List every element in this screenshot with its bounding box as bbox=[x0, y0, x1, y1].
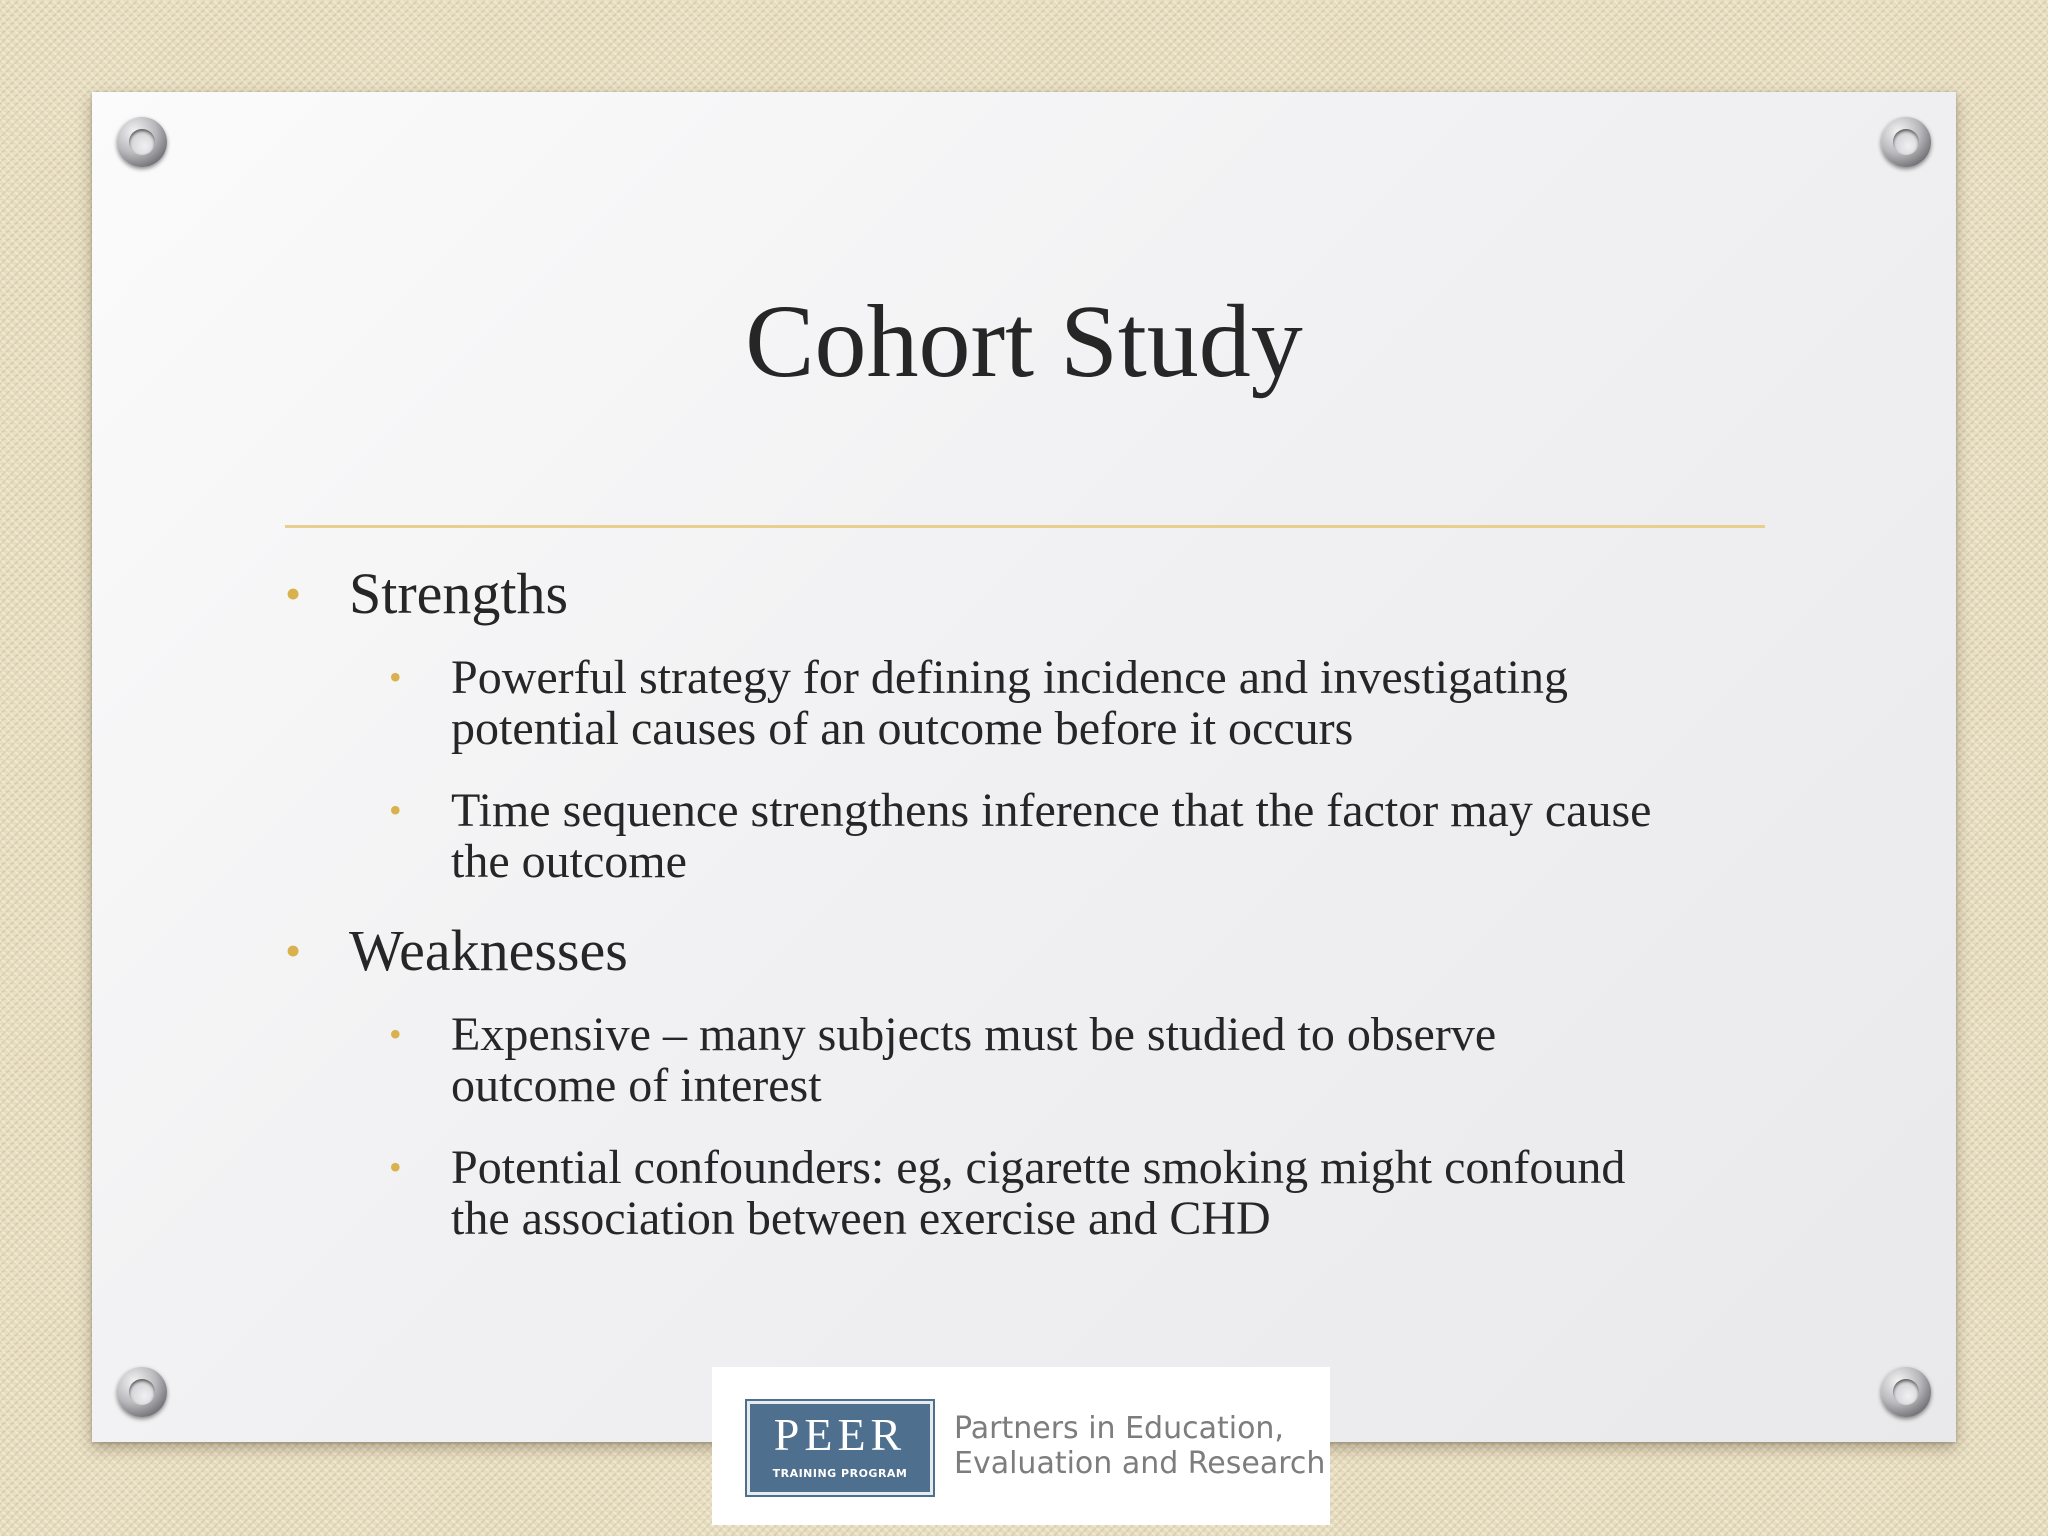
peer-tagline: TRAINING PROGRAM bbox=[772, 1467, 908, 1480]
bullet-icon: • bbox=[285, 925, 302, 976]
grommet-bottom-left-icon bbox=[117, 1367, 167, 1417]
peer-acronym: PEER bbox=[773, 1409, 907, 1460]
grommet-bottom-right-icon bbox=[1881, 1367, 1931, 1417]
title-divider bbox=[285, 525, 1765, 528]
bullet-icon: • bbox=[389, 1014, 402, 1054]
section-heading-strengths: • Strengths bbox=[285, 561, 569, 626]
grommet-top-right-icon bbox=[1881, 117, 1931, 167]
bullet-icon: • bbox=[389, 790, 402, 830]
bullet-point: • Potential confounders: eg, cigarette smoking might confound the association between exercise and CHD bbox=[389, 1141, 1626, 1245]
peer-logo-mark bbox=[747, 1401, 933, 1495]
section-heading-weaknesses: • Weaknesses bbox=[285, 918, 628, 983]
bullet-icon: • bbox=[389, 1147, 402, 1187]
peer-logo bbox=[712, 1367, 1330, 1525]
bullet-point: • Powerful strategy for defining incidence and investigating potential causes of an outcome before it occurs bbox=[389, 651, 1569, 755]
bullet-icon: • bbox=[389, 657, 402, 697]
bullet-point: • Time sequence strengthens inference that the factor may cause the outcome bbox=[389, 784, 1652, 888]
bullet-point: • Expensive – many subjects must be studied to observe outcome of interest bbox=[389, 1008, 1497, 1112]
slide-title: Cohort Study bbox=[745, 284, 1303, 399]
grommet-top-left-icon bbox=[117, 117, 167, 167]
bullet-icon: • bbox=[285, 568, 302, 619]
slide-content bbox=[285, 560, 1785, 1244]
org-name-line-1: Partners in Education, bbox=[954, 1411, 1284, 1446]
org-name-line-2: Evaluation and Research bbox=[954, 1446, 1326, 1481]
